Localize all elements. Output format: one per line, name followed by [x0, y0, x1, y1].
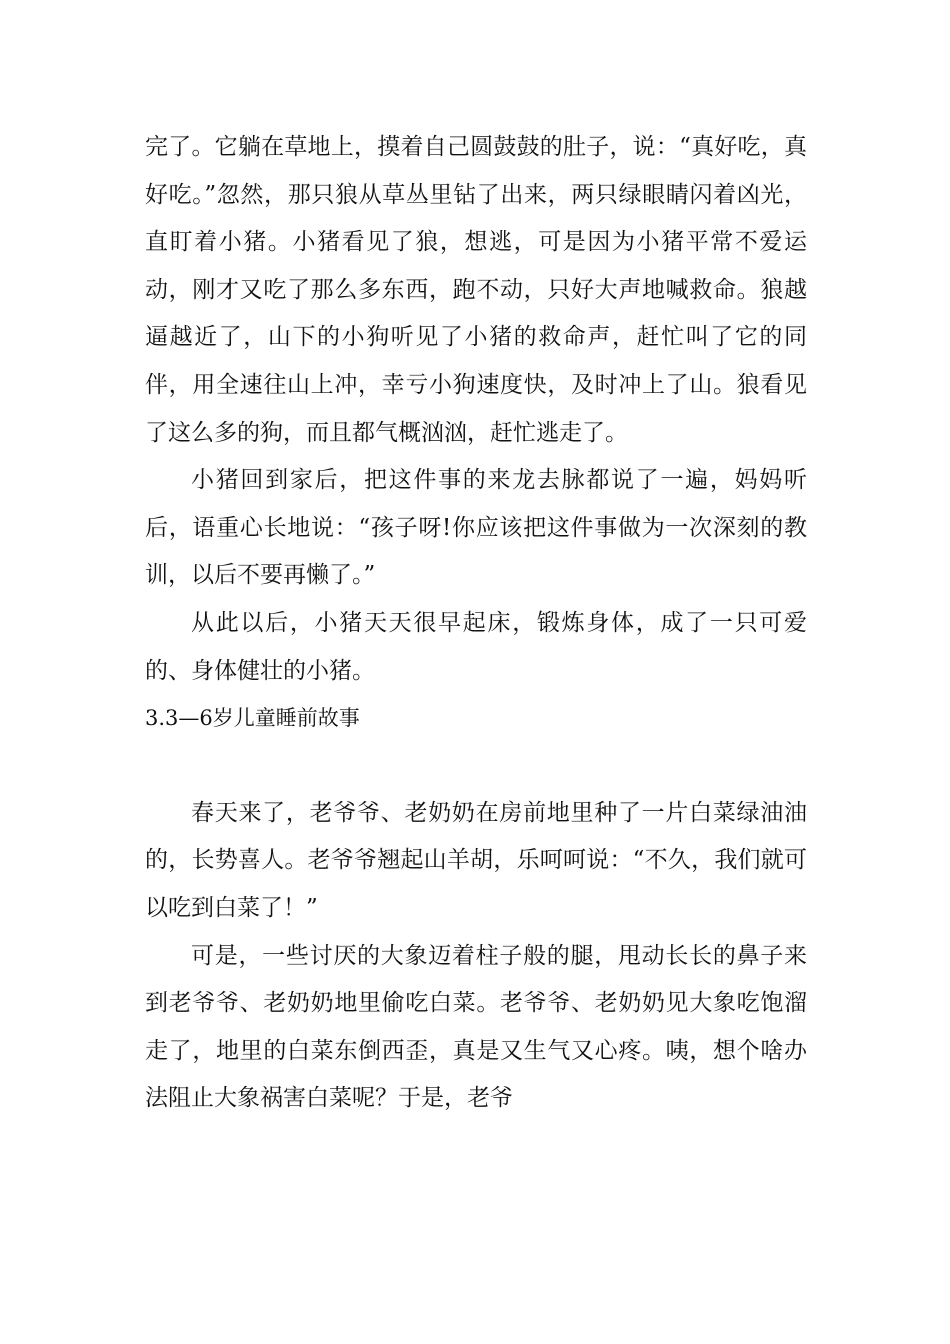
paragraph-spring-cabbage: 春天来了，老爷爷、老奶奶在房前地里种了一片白菜绿油油的，长势喜人。老爷爷翘起山羊胡，乐呵呵说：“不久，我们就可以吃到白菜了！”	[145, 799, 807, 921]
paragraph-moral: 从此以后，小猪天天很早起床，锻炼身体，成了一只可爱的、身体健壮的小猪。	[145, 609, 807, 684]
blank-line	[145, 743, 807, 790]
paragraph-elephants: 可是，一些讨厌的大象迈着柱子般的腿，甩动长长的鼻子来到老爷爷、老奶奶地里偷吃白菜。老爷爷、老奶奶见大象吃饱溜走了，地里的白菜东倒西歪，真是又生气又心疼。咦，想个啥办法阻止大象祸害白菜呢？于是，老爷	[145, 942, 807, 1112]
section-heading: 3.3—6岁儿童睡前故事	[145, 706, 360, 731]
document-page	[145, 124, 807, 1123]
paragraph-story-ending: 完了。它躺在草地上，摸着自己圆鼓鼓的肚子，说：“真好吃，真好吃。”忽然，那只狼从草丛里钻了出来，两只绿眼睛闪着凶光，直盯着小猪。小猪看见了狼，想逃，可是因为小猪平常不爱运动，刚才又吃了那么多东西，跑不动，只好大声地喊救命。狼越逼越近了，山下的小狗听见了小猪的救命声，赶忙叫了它的同伴，用全速往山上冲，幸亏小狗速度快，及时冲上了山。狼看见了这么多的狗，而且都气概汹汹，赶忙逃走了。	[145, 134, 807, 446]
paragraph-mother-advice: 小猪回到家后，把这件事的来龙去脉都说了一遍，妈妈听后，语重心长地说：“孩子呀!你应该把这件事做为一次深刻的教训，以后不要再懒了。”	[145, 467, 807, 589]
